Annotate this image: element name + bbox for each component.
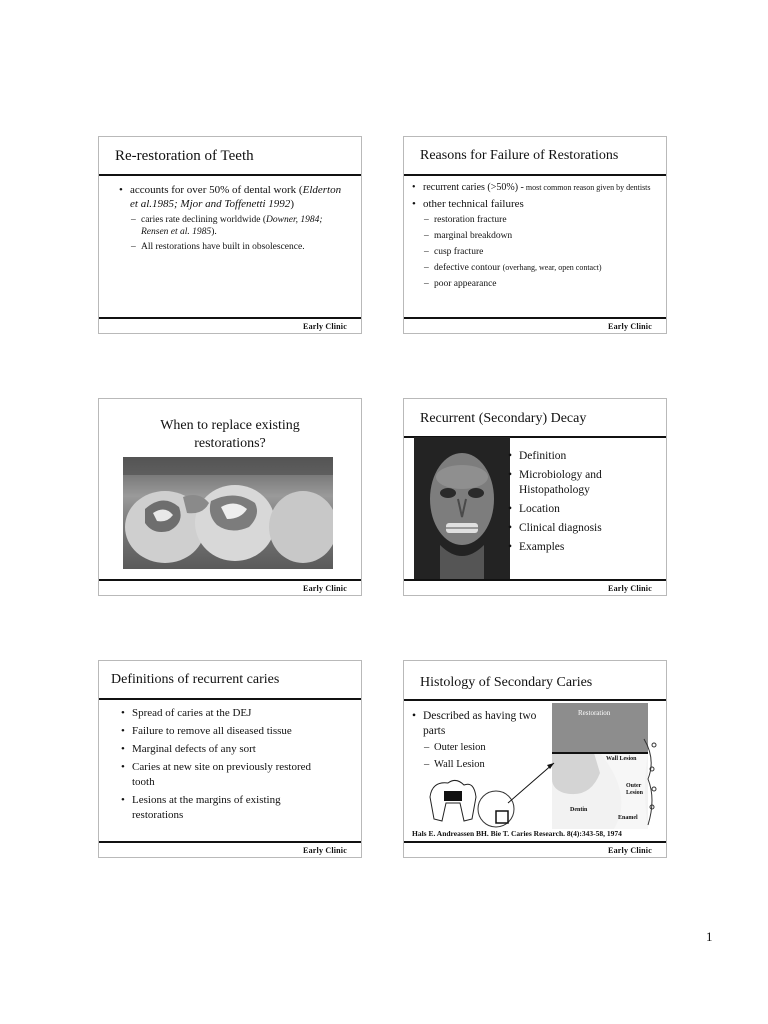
- anguished-face-painting: [414, 437, 510, 579]
- slide-recurrent-decay: [403, 398, 667, 596]
- slide-re-restoration: [98, 136, 362, 334]
- bullet-item: • Location: [508, 502, 658, 517]
- footer-rule: [404, 579, 666, 581]
- footer-rule: [404, 317, 666, 319]
- sub-bullet-item: – caries rate declining worldwide (Downer, 1984; Rensen et al. 1985).: [119, 214, 351, 238]
- slide-title: Recurrent (Secondary) Decay: [420, 411, 587, 426]
- bullet-list: [412, 709, 552, 774]
- sub-bullet-item: – cusp fracture: [412, 246, 664, 258]
- slide-footer: Early Clinic: [303, 846, 347, 855]
- title-rule: [404, 174, 666, 176]
- sub-bullet-item: – Outer lesion: [412, 741, 552, 754]
- footer-rule: [404, 841, 666, 843]
- slide-footer: Early Clinic: [303, 584, 347, 593]
- title-rule: [99, 698, 361, 700]
- slide-reasons-failure: [403, 136, 667, 334]
- slide-histology: [403, 660, 667, 858]
- sub-bullet-item: – marginal breakdown: [412, 230, 664, 242]
- label-wall-lesion: Wall Lesion: [606, 756, 637, 762]
- slide-when-replace: [98, 398, 362, 596]
- title-rule: [99, 174, 361, 176]
- bullet-list: [121, 706, 353, 826]
- restored-teeth-photo: [123, 457, 333, 569]
- bullet-item: • Clinical diagnosis: [508, 521, 658, 536]
- sub-bullet-item: – All restorations have built in obsolescence.: [119, 241, 351, 253]
- label-enamel: Enamel: [618, 815, 638, 821]
- label-restoration: Restoration: [578, 709, 611, 717]
- slide-title: Reasons for Failure of Restorations: [420, 148, 619, 163]
- bullet-list: [119, 183, 351, 256]
- sub-bullet-item: – poor appearance: [412, 278, 664, 290]
- page-number: 1: [706, 929, 713, 944]
- bullet-item: • Spread of caries at the DEJ: [121, 706, 353, 721]
- bullet-item: • Examples: [508, 540, 658, 555]
- slide-footer: Early Clinic: [608, 322, 652, 331]
- label-outer-lesion: Outer Lesion: [626, 783, 644, 796]
- slide-title: Histology of Secondary Caries: [420, 675, 593, 690]
- bullet-item: • Failure to remove all diseased tissue: [121, 724, 353, 739]
- slide-definitions: [98, 660, 362, 858]
- slide-footer: Early Clinic: [608, 584, 652, 593]
- sub-bullet-item: – defective contour (overhang, wear, open contact): [412, 262, 664, 274]
- bullet-item: • recurrent caries (>50%) - most common reason given by dentists: [412, 181, 664, 194]
- label-dentin: Dentin: [570, 807, 588, 813]
- bullet-item: • Caries at new site on previously restored tooth: [121, 760, 312, 790]
- bullet-item: • Described as having two parts: [412, 709, 552, 739]
- citation: Hals E. Andreassen BH. Bie T. Caries Research. 8(4):343-58, 1974: [412, 829, 622, 838]
- footer-rule: [99, 579, 361, 581]
- footer-rule: [99, 317, 361, 319]
- slide-footer: Early Clinic: [608, 846, 652, 855]
- slide-title: Definitions of recurrent caries: [111, 672, 280, 687]
- bullet-list: [412, 181, 664, 293]
- bullet-list: [508, 449, 658, 558]
- bullet-item: • Definition: [508, 449, 658, 464]
- bullet-item: • Microbiology and Histopathology: [508, 468, 658, 498]
- sub-bullet-item: – restoration fracture: [412, 214, 664, 226]
- bullet-item: • Marginal defects of any sort: [121, 742, 353, 757]
- slide-title: When to replace existing restorations?: [160, 418, 300, 451]
- sub-bullet-item: – Wall Lesion: [412, 758, 552, 771]
- bullet-item: • accounts for over 50% of dental work (Elderton et al.1985; Mjor and Toffenetti 1992): [119, 183, 351, 211]
- bullet-item: • other technical failures: [412, 197, 664, 211]
- slide-title: Re-restoration of Teeth: [115, 148, 254, 164]
- slide-footer: Early Clinic: [303, 322, 347, 331]
- footer-rule: [99, 841, 361, 843]
- bullet-item: • Lesions at the margins of existing restorations: [121, 793, 322, 823]
